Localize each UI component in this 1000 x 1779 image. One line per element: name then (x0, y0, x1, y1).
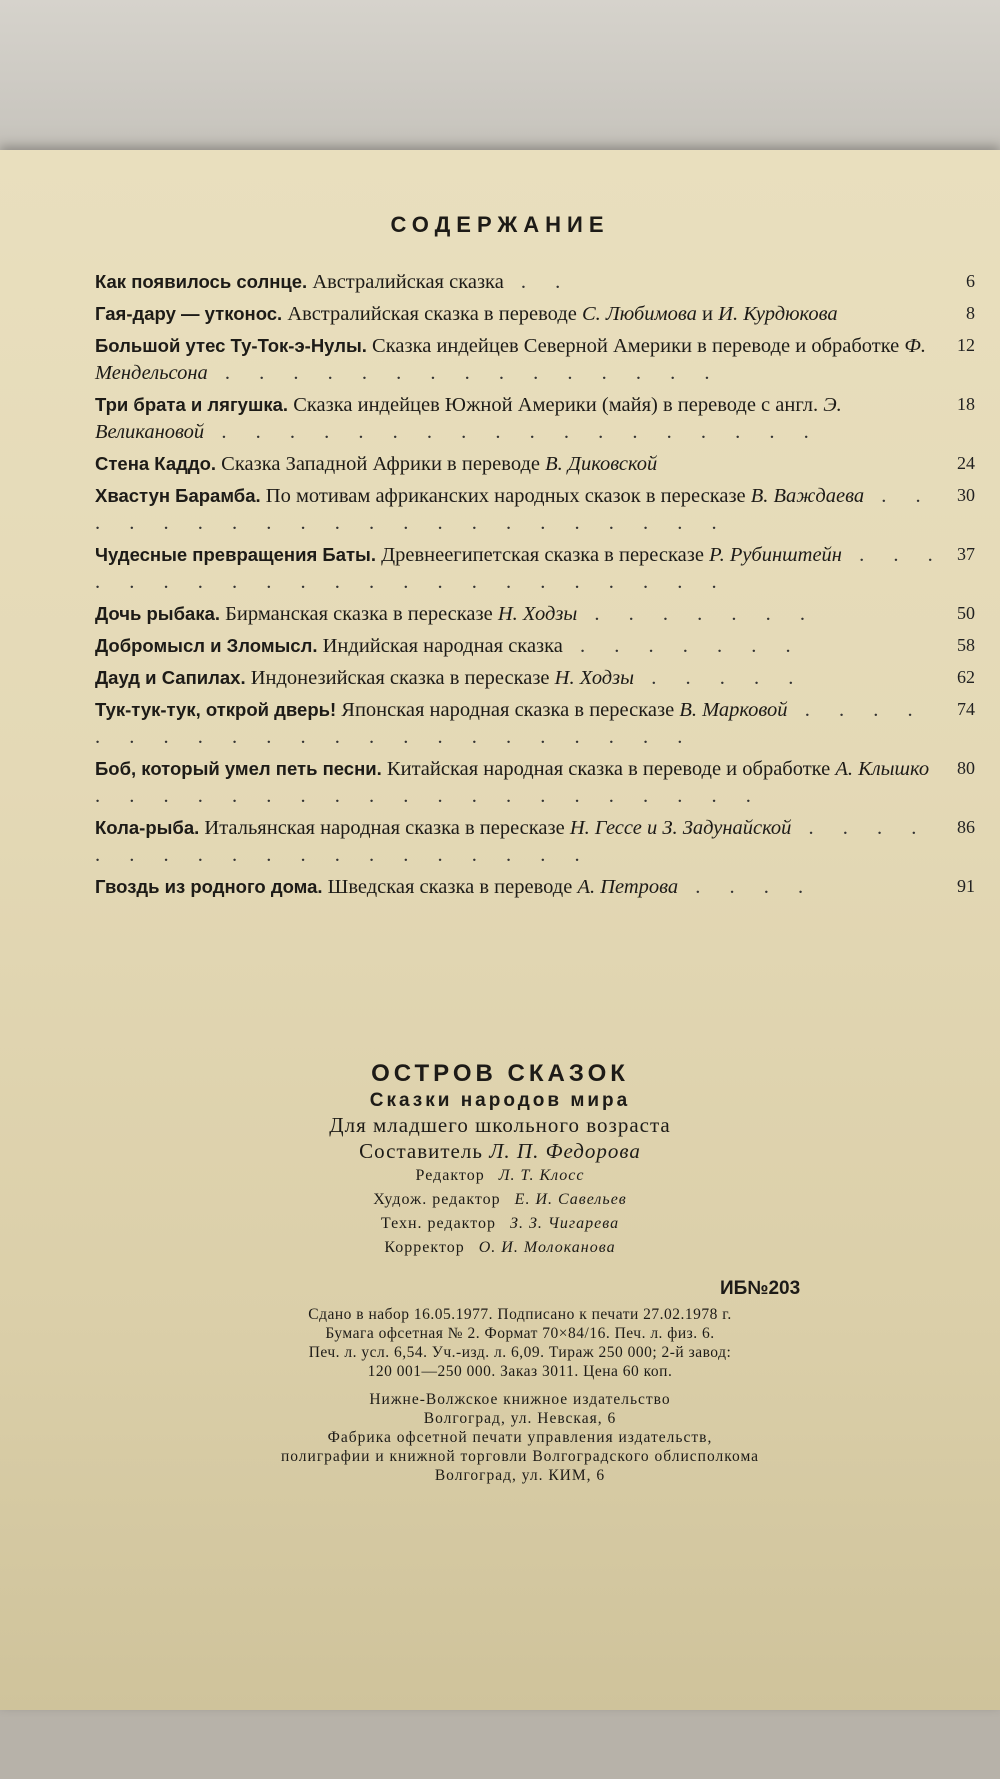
toc-entry-page: 30 (957, 485, 975, 505)
publisher-line: Нижне-Волжское книжное издательство (369, 1391, 671, 1408)
toc-dot-leader: . . . . . . . . . . . . . . . . . . . (95, 817, 929, 866)
toc-dot-leader: . . . . . . . . . . . . . . . . . . (204, 421, 821, 443)
toc-entry-author: Э. Великановой (95, 394, 842, 443)
toc-entry-description: Итальянская народная сказка в пересказе (199, 817, 570, 839)
toc-entry-title: Тук-тук-тук, открой дверь! (95, 699, 337, 720)
toc-entry-title: Гая-дару — утконос. (95, 303, 283, 324)
credits-list (0, 1164, 1000, 1260)
toc-entry-page: 18 (957, 394, 975, 414)
toc-entry-page: 12 (957, 335, 975, 355)
print-line: Печ. л. усл. 6,54. Уч.-изд. л. 6,09. Тираж 250 000; 2-й завод: (308, 1344, 732, 1361)
toc-entry-page: 24 (957, 453, 975, 473)
print-line: Бумага офсетная № 2. Формат 70×84/16. Печ. л. физ. 6. (325, 1325, 715, 1342)
toc-dot-leader: . . . . . . . (562, 635, 803, 657)
toc-entry-page: 62 (957, 667, 975, 687)
toc-entry-page: 80 (957, 758, 975, 778)
book-page (0, 150, 1000, 1710)
toc-entry (95, 664, 975, 692)
toc-entry-author: А. Петрова (577, 876, 679, 898)
toc-entry-title: Кола-рыба. (95, 817, 200, 838)
publisher-line: Волгоград, ул. КИМ, 6 (434, 1467, 606, 1484)
toc-entry (95, 541, 975, 596)
toc-entry-title: Гвоздь из родного дома. (95, 876, 323, 897)
toc-entry-description: Австралийская сказка в переводе (282, 303, 582, 325)
toc-entry (95, 755, 975, 810)
toc-entry (95, 600, 975, 628)
print-details (230, 1305, 810, 1381)
credit-role: Корректор (384, 1239, 465, 1256)
toc-entry-author: С. Любимова (582, 303, 697, 325)
toc-entry-page: 58 (957, 635, 975, 655)
toc-entry-description: Индонезийская сказка в пересказе (245, 667, 555, 689)
toc-entry-page: 6 (966, 271, 975, 291)
toc-entry-description: Японская народная сказка в пересказе (336, 699, 680, 721)
toc-entry-author: Н. Гессе и З. Задунайской (569, 817, 792, 839)
credit-role: Редактор (415, 1167, 485, 1184)
toc-entry-description: Бирманская сказка в пересказе (220, 603, 498, 625)
compiler-line (0, 1138, 1000, 1164)
toc-entry-author: И. Курдюкова (718, 303, 838, 325)
toc-entry-title: Дочь рыбака. (95, 603, 221, 624)
toc-entry-author: В. Диковской (545, 453, 658, 475)
ib-number: ИБ№203 (720, 1278, 801, 1299)
toc-entry-author: Ф. Мендельсона (95, 335, 927, 384)
toc-entry-page: 50 (957, 603, 975, 623)
credit-role: Техн. редактор (380, 1215, 497, 1232)
toc-entry-description: Австралийская сказка (307, 271, 504, 293)
toc-dot-leader: . . . . . . . . . . . . . . . . . . . . . . (95, 544, 945, 593)
toc-entry (95, 268, 975, 296)
toc-entry-conjunction: и (696, 303, 719, 325)
toc-entry-description: Сказка индейцев Северной Америки в переводе и обработке (366, 335, 905, 357)
toc-dot-leader: . . . . (678, 876, 816, 898)
credit-line (0, 1188, 1000, 1212)
toc-dot-leader: . . . . . . . (577, 603, 818, 625)
compiler-name: Л. П. Федорова (489, 1139, 641, 1163)
toc-entry-title: Дауд и Сапилах. (95, 667, 246, 688)
book-subtitle: Сказки народов мира (369, 1090, 631, 1111)
toc-entry-title: Хвастун Барамба. (95, 485, 261, 506)
toc-entry-page: 91 (957, 876, 975, 896)
publisher-line: Волгоград, ул. Невская, 6 (423, 1410, 617, 1427)
publisher-line: полиграфии и книжной торговли Волгоградского облисполкома (280, 1448, 760, 1465)
toc-dot-leader: . . . . . . . . . . . . . . . . . . . . (95, 785, 763, 807)
toc-dot-leader: . . . . . . . . . . . . . . . . . . . . . (95, 485, 933, 534)
toc-entry-page: 86 (957, 817, 975, 837)
toc-entry (95, 814, 975, 869)
toc-entry-title: Большой утес Ту-Ток-э-Нулы. (95, 335, 367, 356)
table-of-contents (95, 268, 975, 905)
credit-name: О. И. Молоканова (478, 1239, 616, 1256)
toc-entry (95, 391, 975, 446)
toc-entry-description: Сказка Западной Африки в переводе (216, 453, 546, 475)
toc-entry-page: 37 (957, 544, 975, 564)
toc-entry-description: Древнеегипетская сказка в пересказе (376, 544, 710, 566)
toc-entry-title: Боб, который умел петь песни. (95, 758, 382, 779)
toc-entry (95, 696, 975, 751)
toc-entry-author: А. Клышко (835, 758, 930, 780)
toc-entry-description: Сказка индейцев Южной Америки (майя) в переводе с англ. (288, 394, 824, 416)
toc-entry-author: В. Важдаева (750, 485, 865, 507)
toc-entry (95, 450, 975, 478)
publisher-line: Фабрика офсетной печати управления издательств, (327, 1429, 713, 1446)
toc-dot-leader: . . . . . . . . . . . . . . . . . . . . . . (95, 699, 925, 748)
toc-entry-description: Индийская народная сказка (317, 635, 563, 657)
compiler-label: Составитель (359, 1139, 483, 1163)
toc-entry-author: Р. Рубинштейн (709, 544, 842, 566)
toc-entry-page: 8 (966, 303, 975, 323)
contents-heading: СОДЕРЖАНИЕ (390, 212, 610, 237)
toc-entry-title: Как появилось солнце. (95, 271, 308, 292)
toc-entry-description: Китайская народная сказка в переводе и обработке (381, 758, 836, 780)
publisher-details (200, 1390, 840, 1485)
credit-name: Е. И. Савельев (514, 1191, 627, 1208)
toc-entry-page: 74 (957, 699, 975, 719)
toc-entry (95, 332, 975, 387)
toc-entry (95, 632, 975, 660)
toc-entry-author: Н. Ходзы (497, 603, 578, 625)
toc-entry (95, 300, 975, 328)
toc-entry (95, 873, 975, 901)
toc-dot-leader: . . (503, 271, 573, 293)
imprint-block (0, 1060, 1000, 1260)
book-title: ОСТРОВ СКАЗОК (371, 1060, 629, 1087)
toc-entry-title: Чудесные превращения Баты. (95, 544, 376, 565)
toc-dot-leader: . . . . . (634, 667, 806, 689)
credit-line (0, 1236, 1000, 1260)
toc-entry-description: Шведская сказка в переводе (322, 876, 578, 898)
toc-entry-author: Н. Ходзы (554, 667, 635, 689)
toc-entry-title: Три брата и лягушка. (95, 394, 289, 415)
toc-entry-title: Стена Каддо. (95, 453, 217, 474)
age-line: Для младшего школьного возраста (329, 1113, 671, 1137)
toc-entry-description: По мотивам африканских народных сказок в пересказе (260, 485, 751, 507)
credit-name: З. З. Чигарева (510, 1215, 620, 1232)
toc-entry-author: В. Марковой (679, 699, 788, 721)
credit-line (0, 1164, 1000, 1188)
credit-line (0, 1212, 1000, 1236)
toc-dot-leader: . . . . . . . . . . . . . . . (207, 362, 722, 384)
toc-entry-title: Добромысл и Зломысл. (95, 635, 318, 656)
credit-name: Л. Т. Клосс (498, 1167, 585, 1184)
toc-entry (95, 482, 975, 537)
print-line: Сдано в набор 16.05.1977. Подписано к печати 27.02.1978 г. (308, 1306, 732, 1323)
credit-role: Худож. редактор (373, 1191, 501, 1208)
print-line: 120 001—250 000. Заказ 3011. Цена 60 коп. (367, 1363, 673, 1380)
